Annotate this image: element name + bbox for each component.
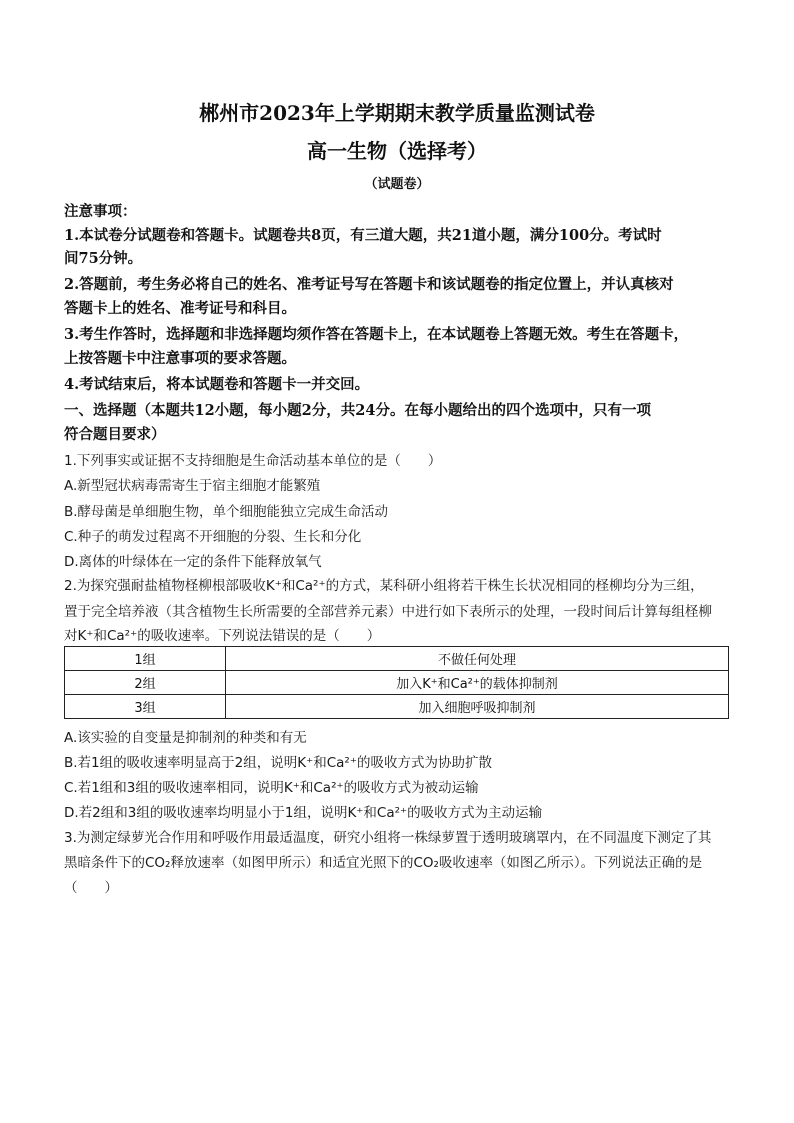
treatment-cell: 不做任何处理: [226, 647, 729, 671]
table-row: [65, 647, 729, 671]
question-1-option: A.新型冠状病毒需寄生于宿主细胞才能繁殖: [64, 478, 321, 494]
question-3-stem: （ ）: [64, 880, 118, 896]
question-2-option: A.该实验的自变量是抑制剂的种类和有无: [64, 730, 307, 746]
question-2-stem: 置于完全培养液（其含植物生长所需要的全部营养元素）中进行如下表所示的处理，一段时间后计算每组柽柳: [64, 604, 712, 620]
question-1-option: D.离体的叶绿体在一定的条件下能释放氧气: [64, 554, 322, 570]
group-cell: 1组: [65, 647, 226, 671]
section-heading: 符合题目要求）: [64, 426, 166, 443]
question-3-stem: 3.为测定绿萝光合作用和呼吸作用最适温度，研究小组将一株绿萝置于透明玻璃罩内，在不同温度下测定了其: [64, 830, 712, 846]
exam-subtitle: 高一生物（选择考）: [307, 139, 487, 163]
note-line: 3.考生作答时，选择题和非选择题均须作答在答题卡上，在本试题卷上答题无效。考生在答题卡，: [64, 326, 689, 343]
note-line: 间75分钟。: [64, 250, 143, 267]
treatment-table: [64, 646, 729, 719]
question-2-stem: 对K⁺和Ca²⁺的吸收速率。下列说法错误的是（ ）: [64, 628, 381, 644]
note-line: 1.本试卷分试题卷和答题卡。试题卷共8页，有三道大题，共21道小题，满分100分。考试时: [64, 227, 662, 244]
note-line: 4.考试结束后，将本试题卷和答题卡一并交回。: [64, 376, 370, 393]
question-2-option: B.若1组的吸收速率明显高于2组，说明K⁺和Ca²⁺的吸收方式为协助扩散: [64, 755, 492, 771]
question-2-option: C.若1组和3组的吸收速率相同，说明K⁺和Ca²⁺的吸收方式为被动运输: [64, 780, 479, 796]
treatment-cell: 加入K⁺和Ca²⁺的载体抑制剂: [226, 671, 729, 695]
question-2-option: D.若2组和3组的吸收速率均明显小于1组，说明K⁺和Ca²⁺的吸收方式为主动运输: [64, 805, 543, 821]
question-1-stem: 1.下列事实或证据不支持细胞是生命活动基本单位的是（ ）: [64, 453, 442, 469]
table-row: [65, 695, 729, 719]
notes-heading: 注意事项：: [64, 203, 137, 220]
question-3-stem: 黑暗条件下的CO₂释放速率（如图甲所示）和适宜光照下的CO₂吸收速率（如图乙所示）。下列说法正确的是: [64, 855, 703, 871]
section-heading: 一、选择题（本题共12小题，每小题2分，共24分。在每小题给出的四个选项中，只有一项: [64, 402, 651, 419]
group-cell: 3组: [65, 695, 226, 719]
paper-type-label: （试题卷）: [364, 177, 430, 192]
treatment-cell: 加入细胞呼吸抑制剂: [226, 695, 729, 719]
exam-title: 郴州市2023年上学期期末教学质量监测试卷: [199, 101, 595, 125]
note-line: 2.答题前，考生务必将自己的姓名、准考证号写在答题卡和该试题卷的指定位置上，并认真核对: [64, 276, 674, 293]
note-line: 上按答题卡中注意事项的要求答题。: [64, 350, 296, 367]
table-row: [65, 671, 729, 695]
note-line: 答题卡上的姓名、准考证号和科目。: [64, 300, 296, 317]
group-cell: 2组: [65, 671, 226, 695]
question-1-option: C.种子的萌发过程离不开细胞的分裂、生长和分化: [64, 529, 362, 545]
question-2-stem: 2.为探究强耐盐植物柽柳根部吸收K⁺和Ca²⁺的方式，某科研小组将若干株生长状况相同的柽柳均分为三组，: [64, 578, 704, 594]
question-1-option: B.酵母菌是单细胞生物，单个细胞能独立完成生命活动: [64, 504, 389, 520]
